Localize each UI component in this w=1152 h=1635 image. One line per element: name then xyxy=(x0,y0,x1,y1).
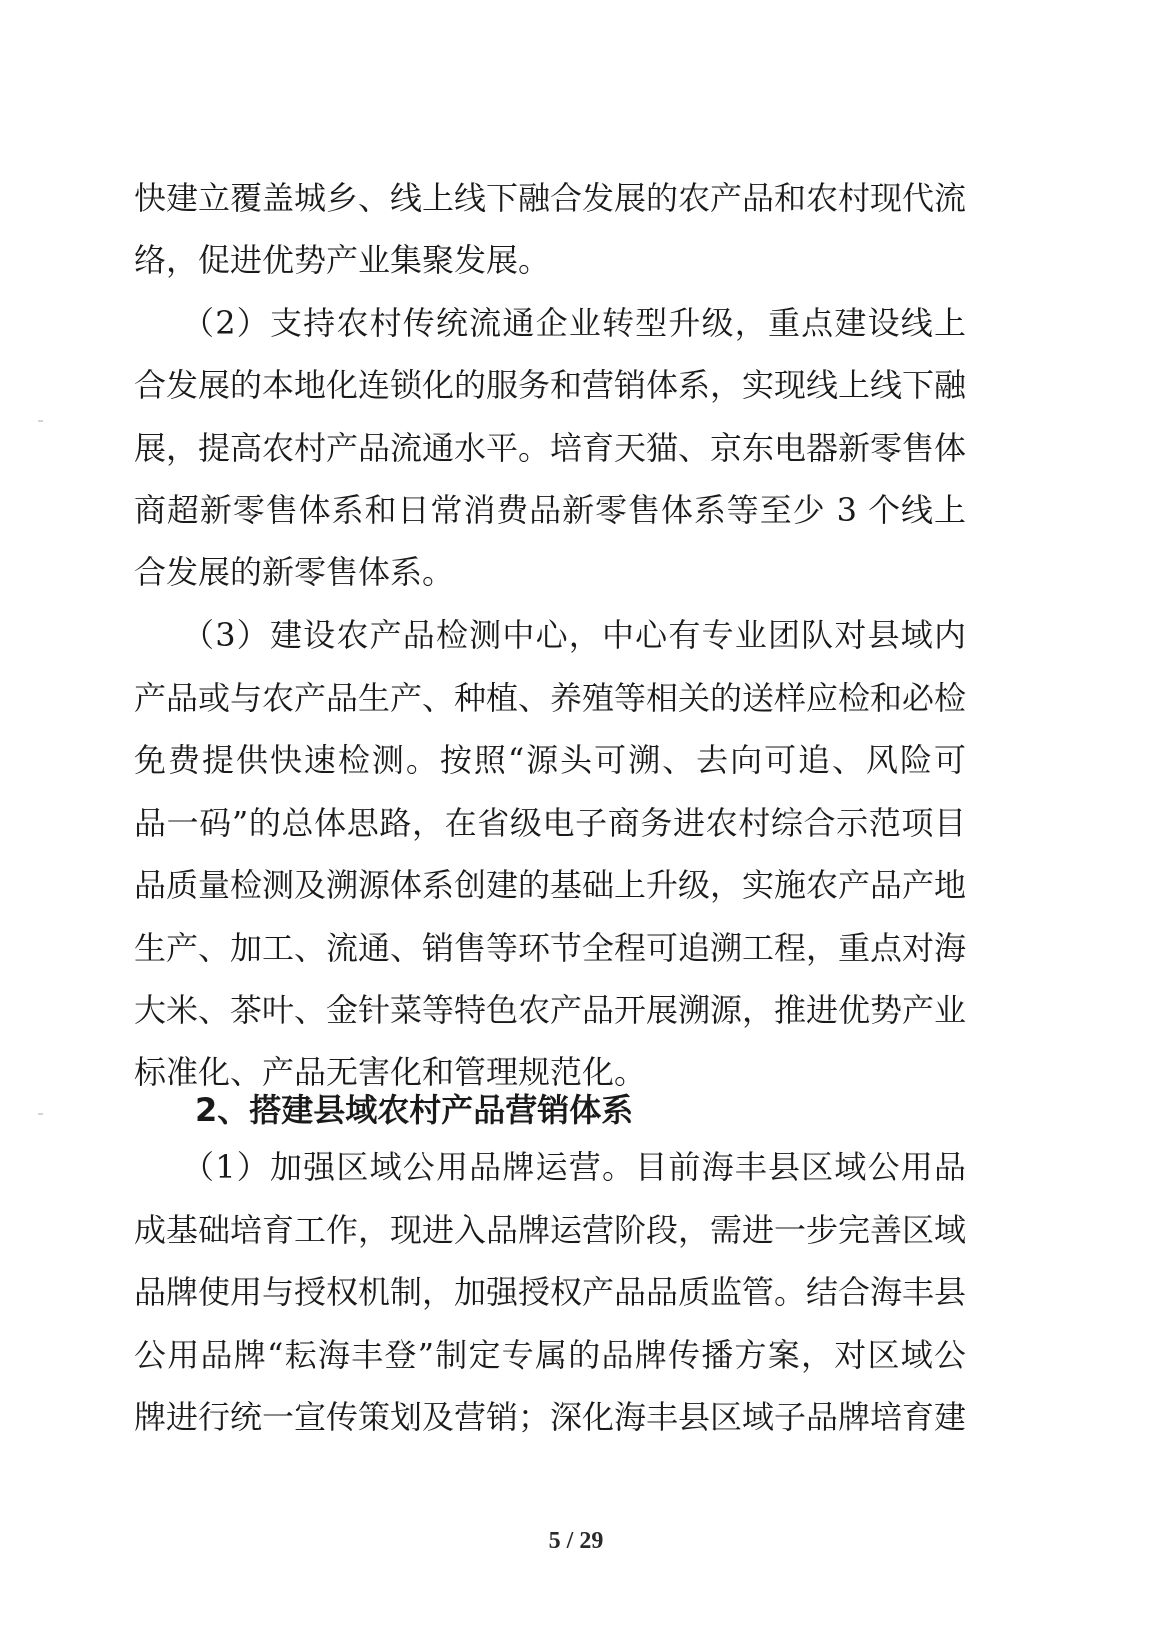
scan-speck xyxy=(38,1113,43,1115)
section-heading: 2、搭建县域农村产品营销体系 xyxy=(195,1091,634,1129)
paragraph-line: （2）支持农村传统流通企业转型升级，重点建设线上 xyxy=(182,304,966,342)
paragraph-line: 免费提供快速检测。按照“源头可溯、去向可追、风险可 xyxy=(134,741,966,779)
paragraph-line: 公用品牌“耘海丰登”制定专属的品牌传播方案，对区域公 xyxy=(134,1336,966,1374)
scan-speck xyxy=(38,420,43,422)
paragraph-line: 品一码”的总体思路，在省级电子商务进农村综合示范项目 xyxy=(134,804,966,842)
paragraph-line: 生产、加工、流通、销售等环节全程可追溯工程，重点对海 xyxy=(134,929,966,967)
paragraph-line: （3）建设农产品检测中心，中心有专业团队对县域内 xyxy=(182,616,966,654)
paragraph-line: 产品或与农产品生产、种植、养殖等相关的送样应检和必检 xyxy=(134,679,966,717)
paragraph-line: 商超新零售体系和日常消费品新零售体系等至少 3 个线上 xyxy=(134,491,966,529)
paragraph-line: 快建立覆盖城乡、线上线下融合发展的农产品和农村现代流 xyxy=(134,179,966,217)
paragraph-line: 牌进行统一宣传策划及营销；深化海丰县区域子品牌培育建 xyxy=(134,1398,966,1436)
paragraph-line: 合发展的本地化连锁化的服务和营销体系，实现线上线下融 xyxy=(134,366,966,404)
page-number: 5 / 29 xyxy=(548,1528,604,1554)
paragraph-line: 展，提高农村产品流通水平。培育天猫、京东电器新零售体 xyxy=(134,429,966,467)
paragraph-line: 络，促进优势产业集聚发展。 xyxy=(134,241,551,279)
paragraph-line: 成基础培育工作，现进入品牌运营阶段，需进一步完善区域 xyxy=(134,1211,966,1249)
paragraph-line: 品牌使用与授权机制，加强授权产品品质监管。结合海丰县 xyxy=(134,1273,966,1311)
paragraph-line: 大米、茶叶、金针菜等特色农产品开展溯源，推进优势产业 xyxy=(134,991,966,1029)
paragraph-line: 标准化、产品无害化和管理规范化。 xyxy=(134,1053,647,1091)
paragraph-line: 品质量检测及溯源体系创建的基础上升级，实施农产品产地 xyxy=(134,866,966,904)
paragraph-line: 合发展的新零售体系。 xyxy=(134,553,455,591)
paragraph-line: （1）加强区域公用品牌运营。目前海丰县区域公用品 xyxy=(182,1148,966,1186)
